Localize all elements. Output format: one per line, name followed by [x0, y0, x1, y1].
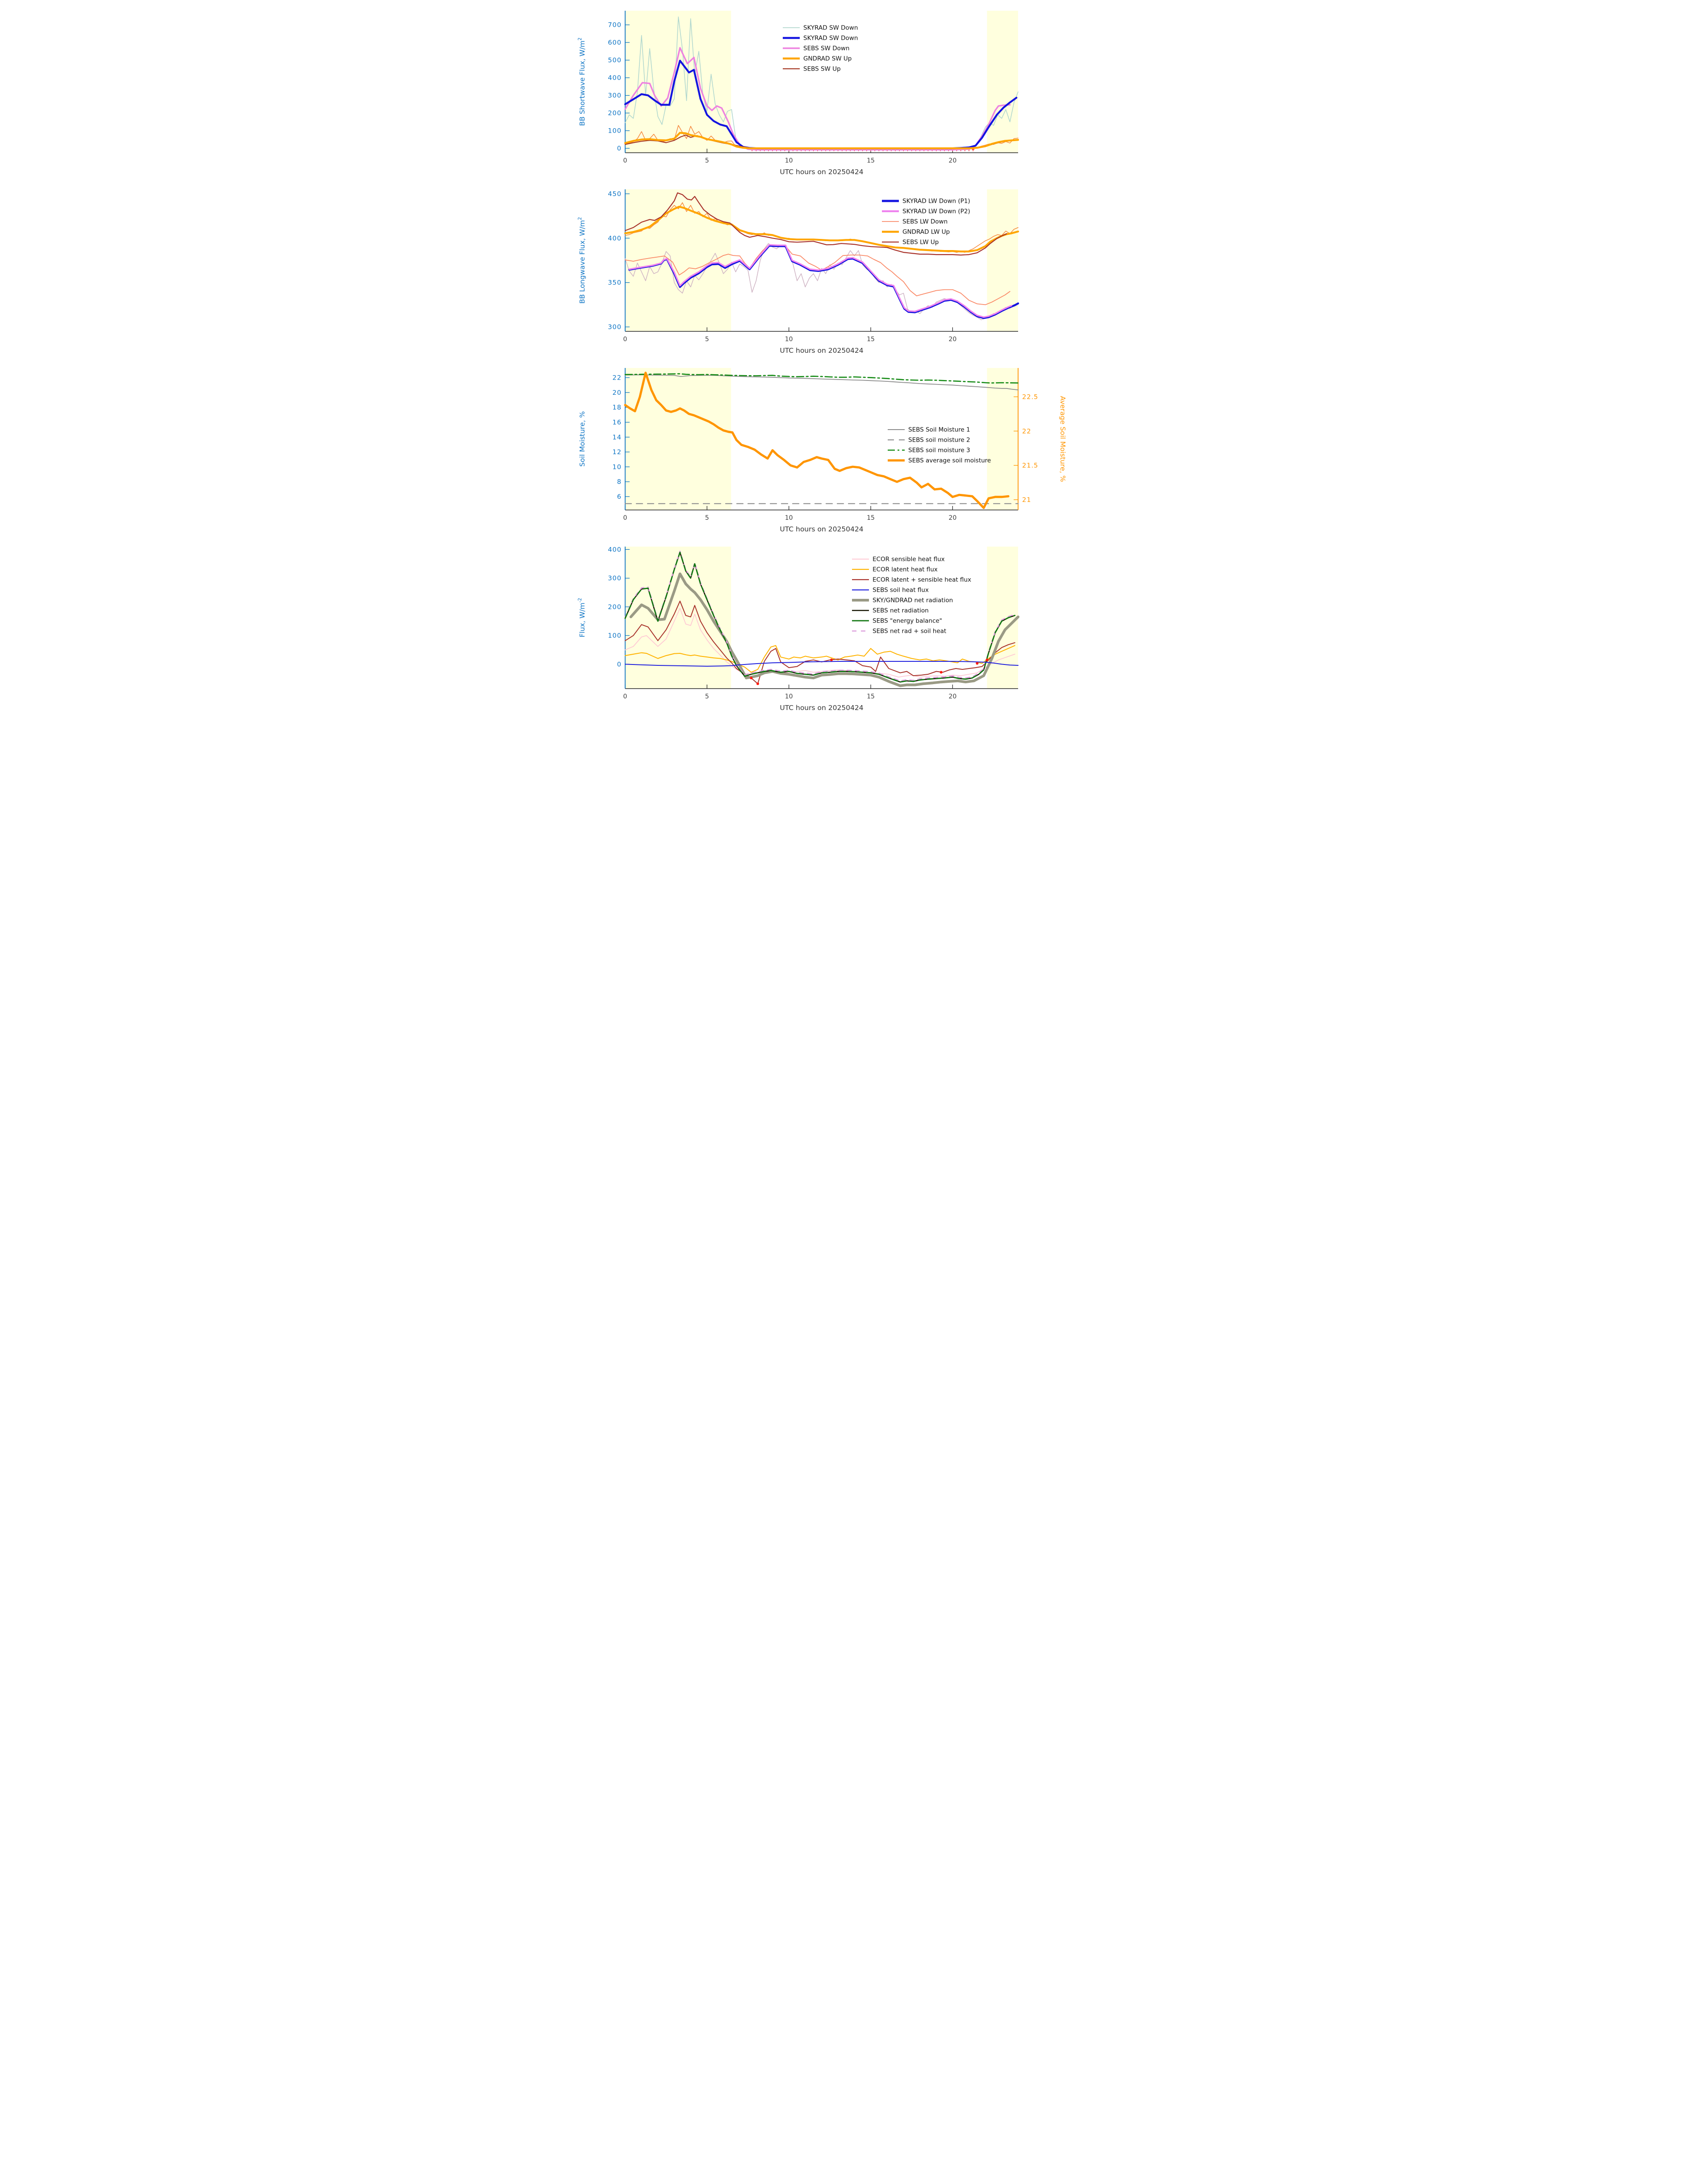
legend-label: SKY/GNDRAD net radiation	[873, 597, 953, 604]
y-tick-label: 12	[612, 449, 622, 456]
qc-dot	[940, 671, 943, 673]
right-tick-label: 22	[1022, 428, 1031, 435]
legend-label: ECOR latent heat flux	[873, 566, 938, 573]
y-axis-label	[577, 38, 586, 126]
y-tick-label: 700	[608, 21, 622, 29]
qc-dot	[756, 682, 759, 685]
chart-svg-3	[569, 540, 1139, 718]
y-tick-label: 6	[617, 493, 622, 501]
chart-energy-flux	[569, 540, 1139, 718]
legend-label: SKYRAD LW Down (P1)	[902, 197, 970, 205]
qc-dot	[986, 659, 988, 661]
legend-label: SEBS soil moisture 3	[908, 447, 970, 454]
night-band	[987, 11, 1018, 153]
night-band	[625, 189, 731, 331]
y-tick-label: 200	[608, 110, 622, 117]
y-tick-label: 10	[612, 464, 622, 471]
y-tick-label: 200	[608, 603, 622, 611]
chart-svg-0	[569, 4, 1139, 182]
y-axis-label-sup: -2	[577, 598, 583, 603]
x-tick-label: 0	[623, 157, 627, 164]
legend-label: SKYRAD LW Down (P2)	[902, 208, 970, 215]
x-tick-label: 15	[867, 336, 875, 343]
legend-label: SEBS net radiation	[873, 607, 929, 614]
chart-svg-1	[569, 183, 1139, 361]
legend-label: SEBS Soil Moisture 1	[908, 426, 970, 434]
y-axis-label	[577, 598, 586, 637]
legend-label: ECOR sensible heat flux	[873, 556, 945, 563]
x-axis-label: UTC hours on 20250424	[780, 525, 864, 533]
y-axis-label	[578, 411, 586, 467]
x-tick-label: 0	[623, 336, 627, 343]
legend-label: SEBS SW Down	[803, 45, 850, 52]
x-tick-label: 10	[785, 514, 793, 522]
figure-root	[569, 0, 1139, 718]
y-tick-label: 400	[608, 235, 622, 242]
night-band	[625, 11, 731, 153]
chart-bb-longwave-flux	[569, 183, 1139, 361]
legend-label: GNDRAD SW Up	[803, 55, 852, 63]
x-tick-label: 15	[867, 693, 875, 700]
qc-dot	[830, 659, 833, 661]
x-tick-label: 15	[867, 157, 875, 164]
x-axis-label: UTC hours on 20250424	[780, 347, 864, 355]
x-tick-label: 15	[867, 514, 875, 522]
legend-label: SKYRAD SW Down	[803, 34, 858, 42]
x-axis-label: UTC hours on 20250424	[780, 704, 864, 712]
legend-label: SEBS "energy balance"	[873, 617, 942, 625]
legend-label: SEBS LW Down	[902, 218, 948, 226]
x-tick-label: 10	[785, 693, 793, 700]
y-axis-label-main: Soil Moisture, %	[578, 411, 586, 467]
legend-label: ECOR latent + sensible heat flux	[873, 576, 971, 584]
legend-label: SKYRAD SW Down	[803, 24, 858, 32]
y-tick-label: 300	[608, 324, 622, 331]
y-tick-label: 450	[608, 190, 622, 198]
x-tick-label: 5	[705, 336, 709, 343]
y-tick-label: 100	[608, 127, 622, 135]
legend-label: SEBS LW Up	[902, 238, 939, 246]
y-tick-label: 500	[608, 57, 622, 64]
y-tick-label: 350	[608, 279, 622, 287]
y-tick-label: 20	[612, 389, 622, 397]
y-axis-label-main: BB Longwave Flux, W/m	[578, 220, 586, 304]
y-axis-label-main: BB Shortwave Flux, W/m	[578, 40, 586, 126]
legend-label: SEBS soil heat flux	[873, 586, 929, 594]
y-axis-label	[577, 217, 586, 304]
x-tick-label: 10	[785, 157, 793, 164]
y-tick-label: 14	[612, 434, 622, 441]
y-tick-label: 0	[617, 145, 622, 153]
right-axis-label: Average Soil Moisture, %	[1059, 396, 1067, 482]
y-tick-label: 16	[612, 419, 622, 426]
qc-dot	[750, 677, 752, 679]
y-tick-label: 300	[608, 575, 622, 582]
x-tick-label: 20	[948, 336, 957, 343]
y-tick-label: 400	[608, 546, 622, 554]
y-axis-label-sup: 2	[577, 37, 583, 41]
legend-label: SEBS SW Up	[803, 65, 841, 73]
night-band	[987, 547, 1018, 689]
right-tick-label: 21.5	[1022, 462, 1039, 470]
x-tick-label: 5	[705, 514, 709, 522]
legend-label: SEBS net rad + soil heat	[873, 627, 947, 635]
y-tick-label: 0	[617, 661, 622, 669]
x-tick-label: 20	[948, 693, 957, 700]
legend-label: GNDRAD LW Up	[902, 228, 950, 236]
y-tick-label: 300	[608, 92, 622, 100]
y-tick-label: 100	[608, 632, 622, 640]
x-tick-label: 0	[623, 514, 627, 522]
chart-bb-shortwave-flux	[569, 4, 1139, 182]
y-axis-label-main: Flux, W/m	[578, 602, 586, 638]
y-tick-label: 22	[612, 374, 622, 382]
right-tick-label: 21	[1022, 496, 1031, 504]
x-tick-label: 5	[705, 693, 709, 700]
y-tick-label: 8	[617, 478, 622, 486]
chart-soil-moisture	[569, 362, 1139, 539]
legend-label: SEBS average soil moisture	[908, 457, 991, 464]
x-tick-label: 20	[948, 157, 957, 164]
x-tick-label: 5	[705, 157, 709, 164]
x-tick-label: 20	[948, 514, 957, 522]
x-tick-label: 0	[623, 693, 627, 700]
y-tick-label: 18	[612, 404, 622, 412]
right-tick-label: 22.5	[1022, 393, 1039, 401]
y-axis-label-sup: 2	[577, 217, 583, 220]
x-axis-label: UTC hours on 20250424	[780, 168, 864, 176]
y-tick-label: 600	[608, 39, 622, 47]
qc-dot	[976, 662, 978, 664]
x-tick-label: 10	[785, 336, 793, 343]
y-tick-label: 400	[608, 75, 622, 82]
legend-label: SEBS soil moisture 2	[908, 436, 970, 444]
chart-svg-2	[569, 362, 1139, 539]
